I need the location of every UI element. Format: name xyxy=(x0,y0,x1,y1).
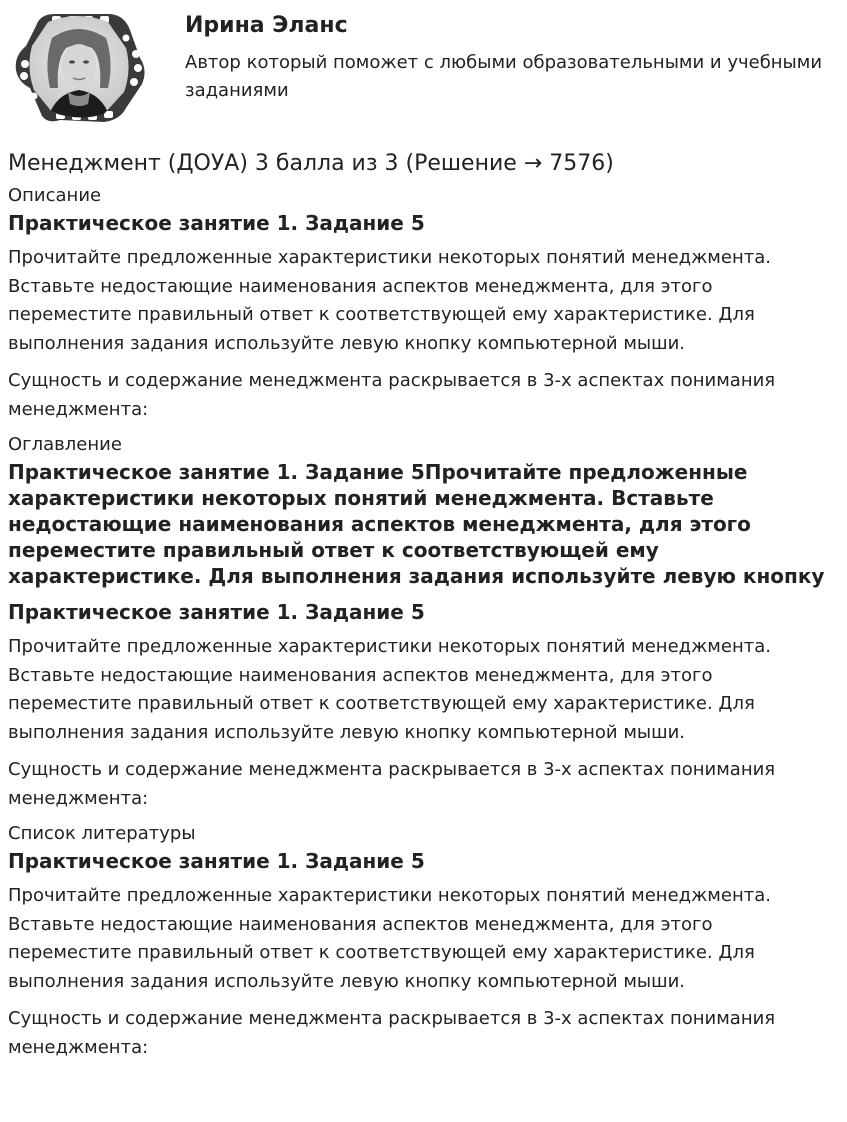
task-paragraph: Прочитайте предложенные характеристики некоторых понятий менеджмента. Вставьте недостающие наименования аспектов менеджмента, для этого переместите правильный ответ к соответствующей ему характеристике. Для выполнения задания используйте левую кнопку компьютерной мыши. xyxy=(8,636,771,743)
task-heading: Практическое занятие 1. Задание 5 xyxy=(8,849,425,873)
contents-section xyxy=(8,434,833,813)
section-label-description: Описание xyxy=(8,185,102,206)
task-paragraph: Сущность и содержание менеджмента раскрывается в 3-х аспектах понимания менеджмента: xyxy=(8,370,776,420)
toc-heading: Практическое занятие 1. Задание 5Прочитайте предложенные характеристики некоторых понятий менеджмента. Вставьте недостающие наименования аспектов менеджмента, для этого переместите правильный ответ к соответствующей ему характеристике. Для выполнения задания используйте левую кнопку xyxy=(8,460,825,588)
author-name: Ирина Эланс xyxy=(185,13,348,38)
task-paragraph: Сущность и содержание менеджмента раскрывается в 3-х аспектах понимания менеджмента: xyxy=(8,1008,776,1058)
task-paragraph: Сущность и содержание менеджмента раскрывается в 3-х аспектах понимания менеджмента: xyxy=(8,759,776,809)
author-photo-film-frame-icon xyxy=(8,8,150,126)
task-heading: Практическое занятие 1. Задание 5 xyxy=(8,600,425,624)
task-paragraph: Прочитайте предложенные характеристики некоторых понятий менеджмента. Вставьте недостающие наименования аспектов менеджмента, для этого переместите правильный ответ к соответствующей ему характеристике. Для выполнения задания используйте левую кнопку компьютерной мыши. xyxy=(8,247,771,354)
author-description: Автор который поможет с любыми образовательными и учебными заданиями xyxy=(185,52,823,101)
task-heading: Практическое занятие 1. Задание 5 xyxy=(8,211,425,235)
task-paragraph: Прочитайте предложенные характеристики некоторых понятий менеджмента. Вставьте недостающие наименования аспектов менеджмента, для этого переместите правильный ответ к соответствующей ему характеристике. Для выполнения задания используйте левую кнопку компьютерной мыши. xyxy=(8,885,771,992)
description-section xyxy=(8,185,833,424)
document-page xyxy=(8,0,833,1072)
section-label-contents: Оглавление xyxy=(8,434,122,455)
author-header xyxy=(8,0,833,136)
author-info xyxy=(185,12,825,105)
literature-section xyxy=(8,823,833,1062)
document-title: Менеджмент (ДОУА) 3 балла из 3 (Решение → 7576) xyxy=(8,151,614,176)
section-label-literature: Список литературы xyxy=(8,823,196,844)
